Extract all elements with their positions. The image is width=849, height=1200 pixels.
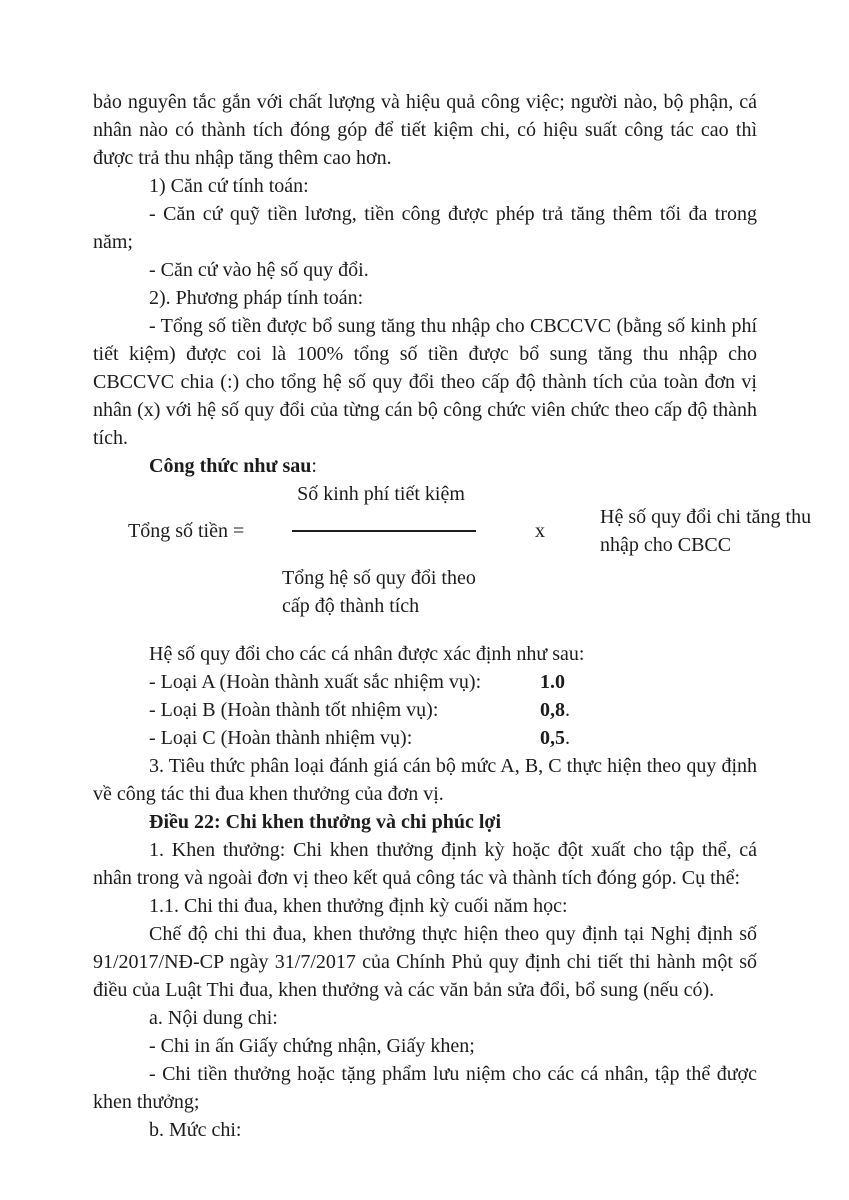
article22-clause1: 1. Khen thưởng: Chi khen thưởng định kỳ hoặc đột xuất cho tập thể, cá nhân trong và ngoài đơn vị theo kết quả công tác và thành tích đóng góp. Cụ thể: (93, 839, 757, 889)
coefficients-intro: Hệ số quy đổi cho các cá nhân được xác định như sau: (149, 643, 585, 665)
article22-content-heading: a. Nội dung chi: (149, 1007, 278, 1029)
document-content (93, 88, 812, 1144)
article22-content-item-2: - Chi tiền thưởng hoặc tặng phẩm lưu niệm cho các cá nhân, tập thể được khen thưởng; (93, 1063, 757, 1113)
article22-content-item-1: - Chi in ấn Giấy chứng nhận, Giấy khen; (149, 1035, 475, 1057)
formula-heading-text: Công thức như sau (149, 455, 312, 477)
classification-note: 3. Tiêu thức phân loại đánh giá cán bộ mức A, B, C thực hiện theo quy định về công tác thi đua khen thưởng của đơn vị. (93, 755, 757, 805)
formula-multiplier-line1: Hệ số quy đổi chi tăng thu (600, 506, 812, 528)
formula-fraction (282, 480, 480, 620)
article22-clause11: 1.1. Chi thi đua, khen thưởng định kỳ cuối năm học: (149, 895, 568, 917)
coefficient-label-b: - Loại B (Hoàn thành tốt nhiệm vụ): (149, 699, 439, 721)
coefficient-suffix-c: . (565, 727, 570, 749)
calc-basis-heading: 1) Căn cứ tính toán: (149, 175, 309, 197)
formula-lhs: Tổng số tiền = (128, 520, 245, 542)
article22-level-heading: b. Mức chi: (149, 1119, 242, 1141)
coefficient-value-b (540, 696, 570, 724)
coefficient-row-b (93, 696, 757, 724)
formula-denominator-line1: Tổng hệ số quy đổi theo (282, 567, 476, 589)
coefficient-value-c (540, 724, 570, 752)
article22-heading: Điều 22: Chi khen thưởng và chi phúc lợi (149, 811, 502, 833)
coefficient-suffix-b: . (565, 699, 570, 721)
formula-denominator-line2: cấp độ thành tích (282, 595, 420, 617)
coefficient-number-c: 0,5 (540, 727, 565, 749)
coefficient-number-a: 1.0 (540, 671, 565, 693)
coefficient-row-c (93, 724, 757, 752)
calc-basis-item-1: - Căn cứ quỹ tiền lương, tiền công được phép trả tăng thêm tối đa trong năm; (93, 203, 757, 253)
calc-basis-item-2: - Căn cứ vào hệ số quy đổi. (149, 259, 369, 281)
formula-multiplier-line2: nhập cho CBCC (600, 534, 732, 556)
formula-block (93, 480, 812, 620)
coefficient-row-a (93, 668, 757, 696)
formula-heading (93, 452, 757, 480)
coefficient-label-a: - Loại A (Hoàn thành xuất sắc nhiệm vụ): (149, 671, 482, 693)
method-heading: 2). Phương pháp tính toán: (149, 287, 364, 309)
intro-paragraph: bảo nguyên tắc gắn với chất lượng và hiệu quả công việc; người nào, bộ phận, cá nhân nào có thành tích đóng góp để tiết kiệm chi, có hiệu suất công tác cao thì được trả thu nhập tăng thêm cao hơn. (93, 91, 757, 169)
formula-multiplier (600, 480, 832, 559)
formula-denominator (282, 532, 480, 620)
article22-regime: Chế độ chi thi đua, khen thưởng thực hiện theo quy định tại Nghị định số 91/2017/NĐ-CP ngày 31/7/2017 của Chính Phủ quy định chi tiết thi hành một số điều của Luật Thi đua, khen thưởng và các văn bản sửa đổi, bổ sung (nếu có). (93, 923, 757, 1001)
coefficient-label-c: - Loại C (Hoàn thành nhiệm vụ): (149, 727, 413, 749)
formula-multiply-operator: x (535, 520, 545, 542)
formula-heading-colon: : (311, 455, 317, 477)
coefficient-number-b: 0,8 (540, 699, 565, 721)
formula-numerator: Số kinh phí tiết kiệm (297, 483, 465, 505)
method-description: - Tổng số tiền được bổ sung tăng thu nhập cho CBCCVC (bằng số kinh phí tiết kiệm) được coi là 100% tổng số tiền được bổ sung tăng thu nhập cho CBCCVC chia (:) cho tổng hệ số quy đổi theo cấp độ thành tích của toàn đơn vị nhân (x) với hệ số quy đổi của từng cán bộ công chức viên chức theo cấp độ thành tích. (93, 315, 757, 449)
coefficient-value-a (540, 668, 565, 696)
